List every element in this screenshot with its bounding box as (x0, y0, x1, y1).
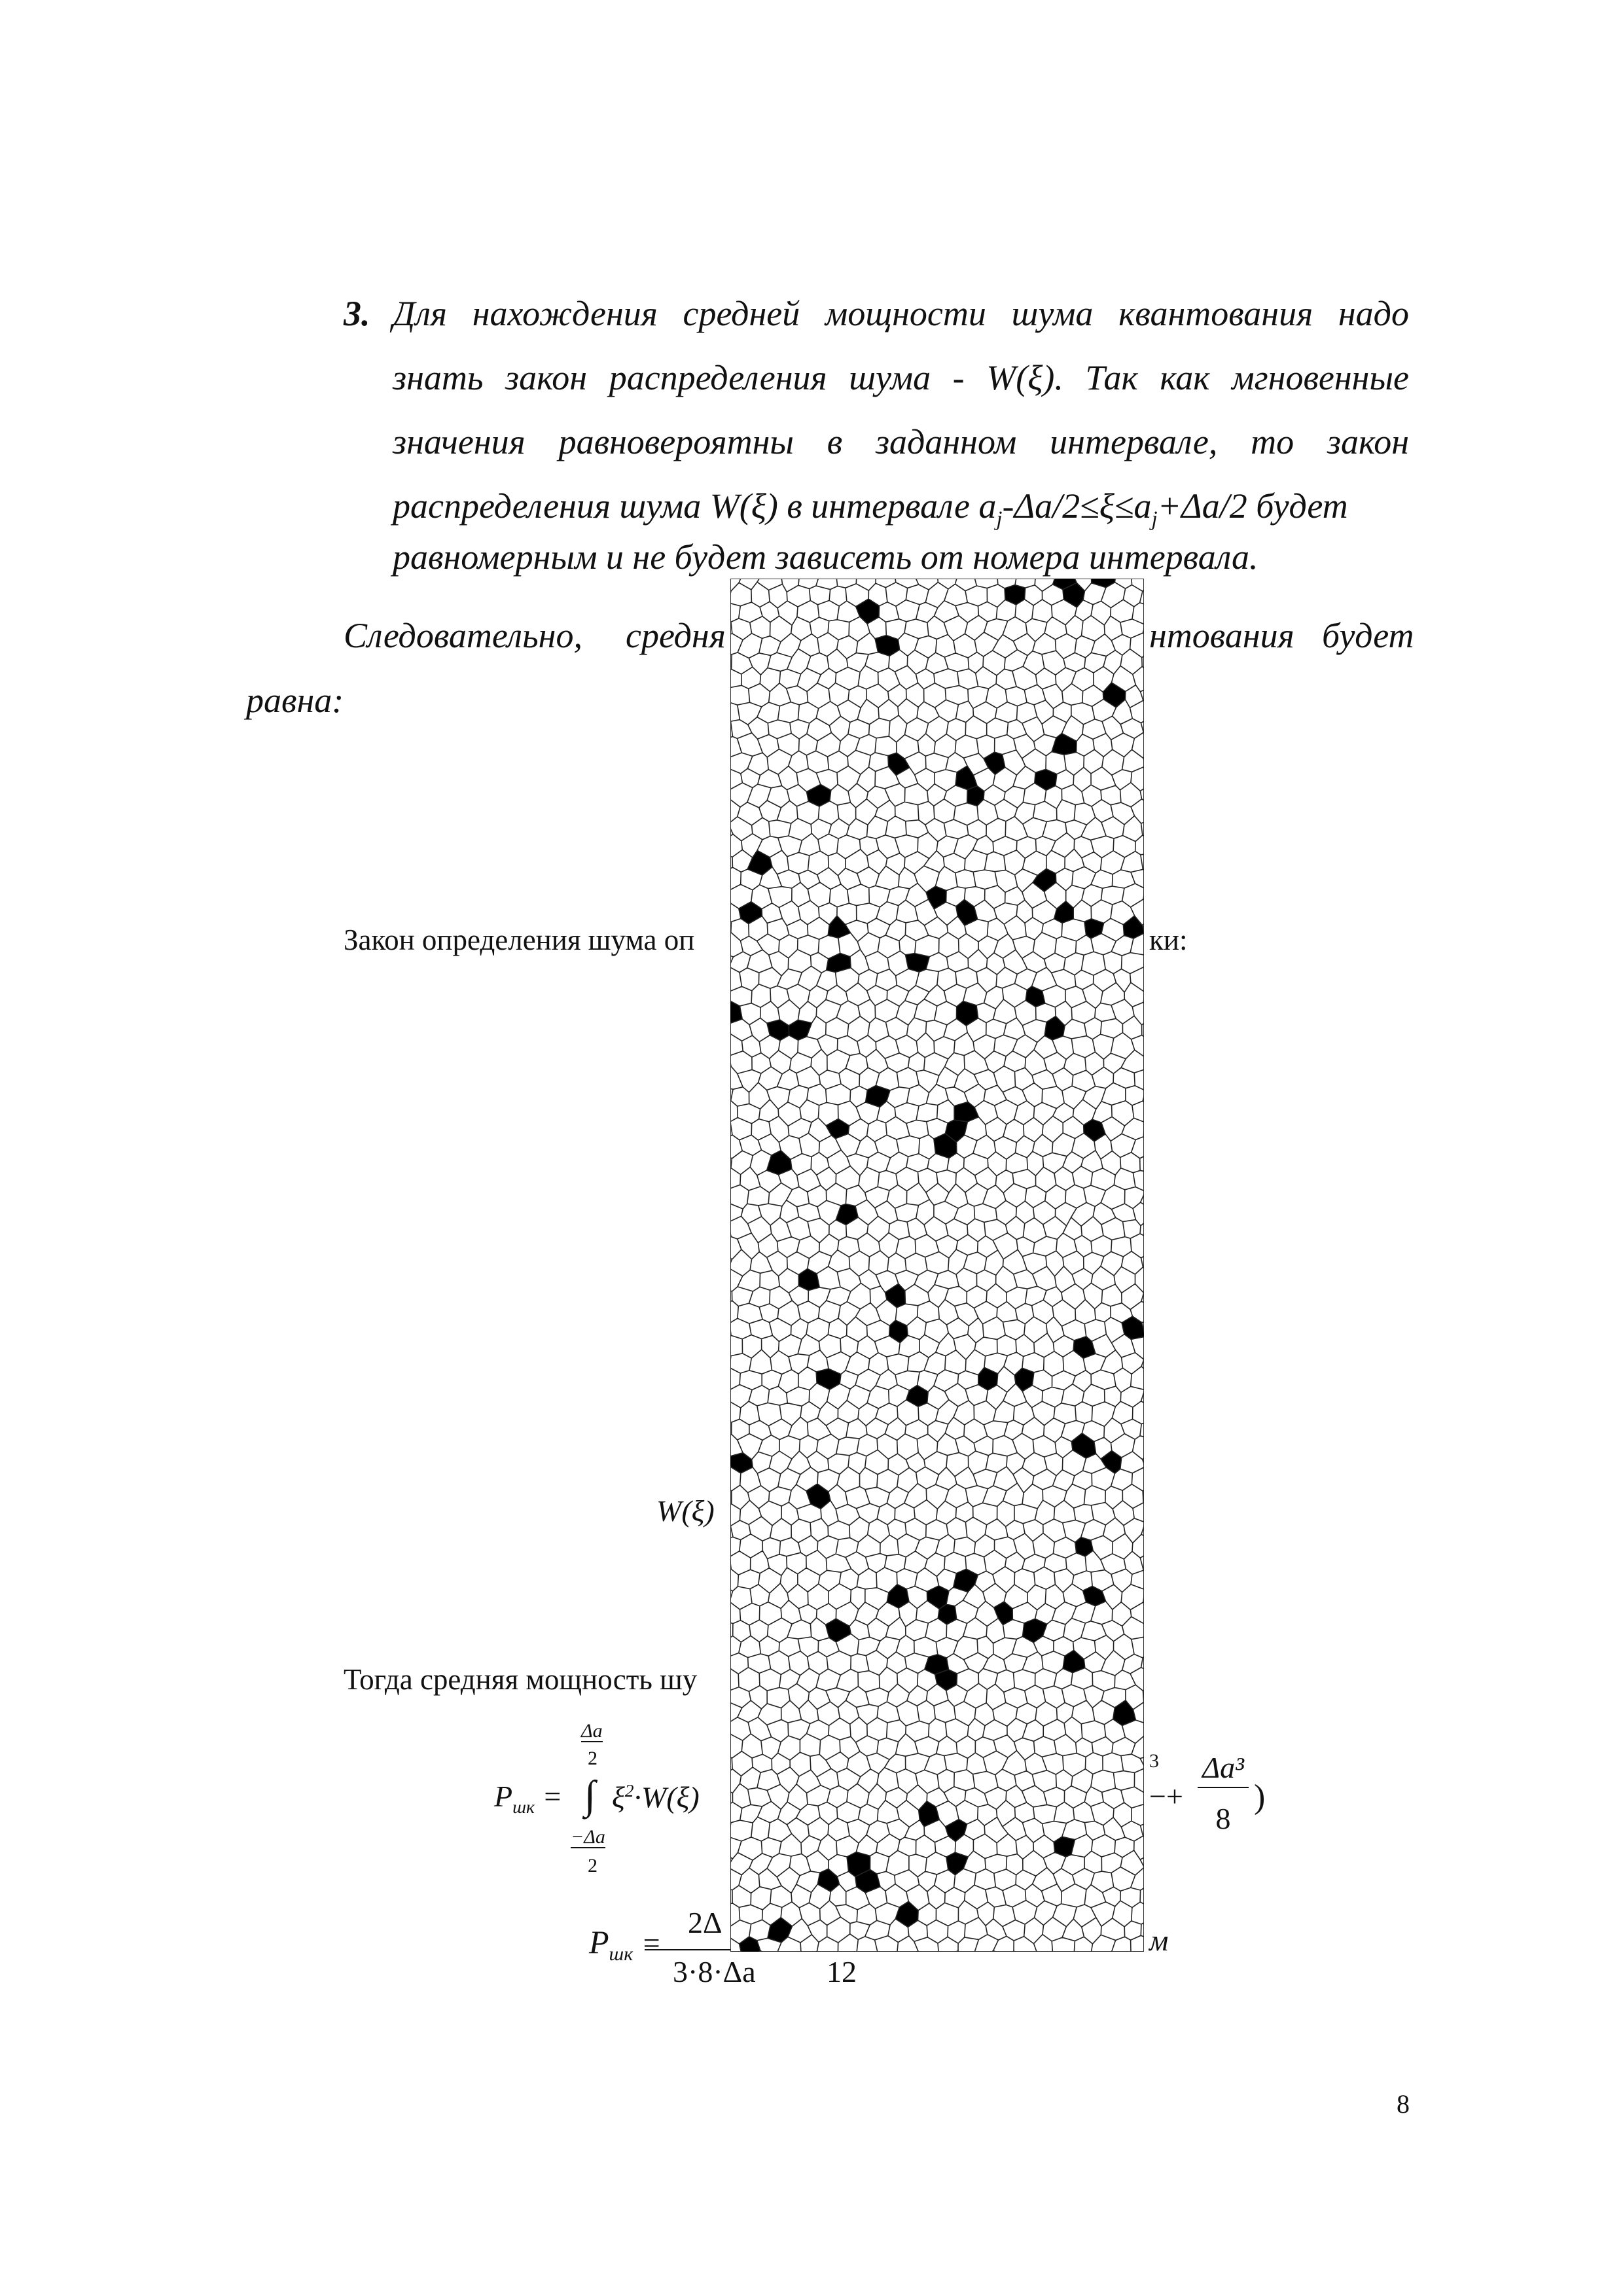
w-label: W(ξ) (656, 1494, 715, 1528)
overlay-frame (730, 579, 1144, 1952)
symbol: = (641, 1926, 662, 1960)
subscript: шк (512, 1797, 535, 1818)
fraction-den: 8 (1215, 1802, 1231, 1835)
fraction-bar (645, 1949, 730, 1950)
operator: −+ (1149, 1780, 1183, 1813)
paragraph-line: Для нахождения средней мощности шума квантования надо (393, 294, 1409, 333)
paren: ) (1254, 1778, 1266, 1816)
text-fragment: Закон определения шума оп (344, 924, 695, 956)
paragraph-line: знать закон распределения шума - W(ξ). Так как мгновенные (393, 358, 1409, 397)
text-fragment: будет (1322, 616, 1414, 655)
text-fragment: Следовательно, (344, 616, 582, 655)
text-fragment: средня (626, 616, 726, 655)
text-fragment: +Δa/2 будет (1157, 486, 1348, 526)
fraction-num: 2Δ (688, 1906, 722, 1939)
paragraph-line (393, 488, 1348, 529)
text-fragment: Тогда средняя мощность шу (344, 1663, 698, 1696)
superscript: 3 (1149, 1750, 1159, 1772)
lower-limit-num: −Δa (571, 1826, 605, 1848)
text-fragment: распределения шума W(ξ) в интервале a (393, 486, 997, 526)
subscript: j (1151, 507, 1158, 531)
lower-limit-den: 2 (588, 1855, 597, 1876)
symbol: ξ (612, 1780, 625, 1814)
text-fragment: ки: (1149, 924, 1188, 956)
integrand (612, 1782, 700, 1812)
symbol: = (542, 1780, 563, 1813)
voronoi-overlay-image (730, 579, 1144, 1952)
fraction-num: Δa³ (1198, 1753, 1249, 1788)
upper-limit-num: Δa (581, 1720, 603, 1742)
subscript: j (996, 507, 1003, 531)
page-number: 8 (1397, 2089, 1410, 2119)
text-fragment: нтования (1149, 616, 1294, 655)
symbol: P (494, 1780, 513, 1813)
symbol: 3·8·Δa (673, 1955, 756, 1988)
fraction-den: 12 (827, 1955, 857, 1988)
symbol: ·W(ξ) (633, 1780, 700, 1814)
text-fragment: равна: (246, 681, 344, 720)
text-fragment: -Δa/2≤ξ≤a (1002, 486, 1152, 526)
formula-lhs (494, 1782, 562, 1816)
subscript: шк (609, 1943, 633, 1965)
fraction-den (673, 1957, 756, 1987)
paragraph-line: значения равновероятны в заданном интервале, то закон (393, 422, 1409, 461)
text-fragment: м (1149, 1924, 1169, 1957)
list-number: 3. (344, 294, 370, 333)
integral-sign: ∫ (584, 1773, 596, 1818)
upper-limit-den: 2 (588, 1748, 597, 1769)
superscript: 2 (624, 1780, 634, 1801)
paragraph-line: равномерным и не будет зависеть от номера интервала. (393, 537, 1258, 577)
formula-lhs (589, 1926, 662, 1964)
symbol: P (589, 1924, 609, 1960)
